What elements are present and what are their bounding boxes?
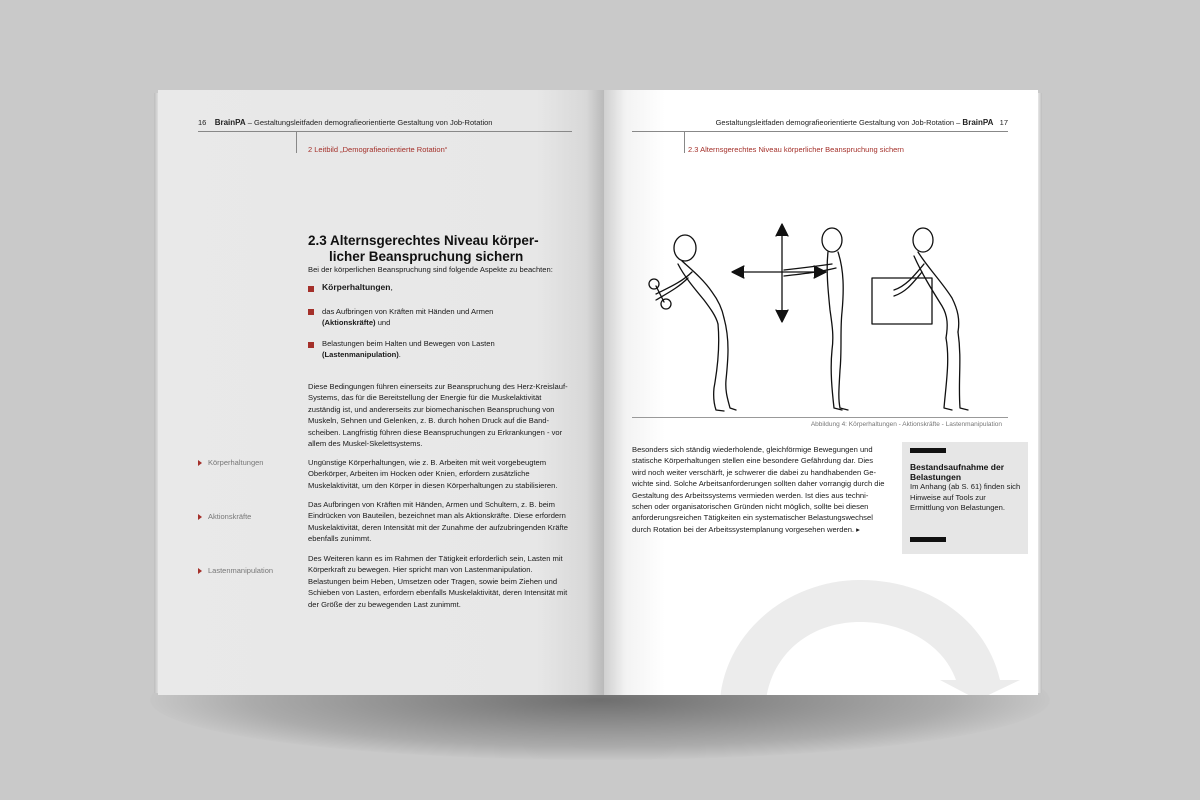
paragraph-koerperhaltungen: Ungünstige Körperhaltungen, wie z. B. Arbeiten mit weit vorgebeugtem Oberkörper, Arbeiten im Hocken oder Knien, erfordern zusätzliche Muskelaktivität, um den Körper in diesen Körperhaltungen zu stabilisieren.	[308, 458, 558, 490]
info-box-text: Im Anhang (ab S. 61) finden sich Hinweise auf Tools zur Ermittlung von Belastungen.	[910, 482, 1021, 512]
right-brand: BrainPA	[962, 118, 994, 127]
left-page	[158, 90, 604, 695]
figure-lifting-box	[872, 228, 968, 410]
right-header-rule	[632, 131, 1008, 132]
info-box-top-bar	[910, 448, 946, 453]
side-label-text: Körperhaltungen	[208, 458, 264, 467]
right-header	[716, 118, 1008, 127]
left-page-number: 16	[198, 118, 207, 127]
bullet-2-bold: (Aktionskräfte)	[322, 318, 376, 328]
paragraph-lastenmanipulation: Des Weiteren kann es im Rahmen der Tätigkeit erforderlich sein, Lasten mit Körperkraft zu bewegen. Hier spricht man von Lastenmanipulation. Belastungen beim Heben, Umsetzen oder Tragen, sowie beim Ziehen und Schieben von Lasten, erfordern ebenfalls Muskelaktivität, deren Intensität mit der Größe der zu bewegenden Last zunimmt.	[308, 554, 568, 609]
paragraph-aktionskraefte: Das Aufbringen von Kräften mit Händen, Armen und Schultern, z. B. beim Eindrücken von Bauteilen, bezeichnet man als Aktionskräfte. Diese erfordern Muskelaktivität, deren Intensität mit der Zunahme der aufzubringenden Kräfte ebenfalls zunimmt.	[308, 500, 569, 544]
section-heading	[308, 233, 539, 265]
bullet-3	[322, 338, 572, 361]
heading-line-1: 2.3 Alternsgerechtes Niveau körper-	[308, 233, 539, 248]
bullet-2-after: und	[375, 318, 391, 328]
side-label-text: Lastenmanipulation	[208, 566, 274, 575]
side-arrow-icon	[198, 460, 202, 466]
side-label-text: Aktionskräfte	[208, 512, 252, 521]
rotation-arrow-icon	[700, 570, 1038, 695]
left-header	[198, 118, 492, 127]
left-header-rule	[198, 131, 572, 132]
side-arrow-icon	[198, 568, 202, 574]
right-header-tick	[684, 131, 685, 153]
right-page	[604, 90, 1038, 695]
info-box-title: Bestandsaufnahme der Belastungen	[910, 462, 1004, 482]
right-section-ref: 2.3 Alternsgerechtes Niveau körperlicher Beanspruchung sichern	[688, 145, 904, 154]
bullet-square	[308, 286, 314, 292]
figure-caption: Abbildung 4: Körperhaltungen - Aktionskräfte - Lastenmanipulation	[810, 421, 1002, 428]
bullet-square	[308, 309, 314, 315]
figure-bending-wrench	[649, 235, 736, 411]
left-section-ref: 2 Leitbild „Demografieorientierte Rotation“	[308, 145, 448, 154]
left-header-tick	[296, 131, 297, 153]
figure-standing-arms	[732, 224, 848, 410]
right-page-number: 17	[999, 118, 1008, 127]
figure-rule	[632, 417, 1008, 418]
side-arrow-icon	[198, 514, 202, 520]
heading-line-2: licher Beanspruchung sichern	[329, 249, 524, 264]
bullet-square	[308, 342, 314, 348]
bullet-1-bold: Körperhaltungen	[322, 282, 391, 292]
bullet-1-after: ,	[390, 282, 393, 292]
bullet-3-text: Belastungen beim Halten und Bewegen von Lasten	[322, 339, 495, 348]
left-brand: BrainPA	[214, 118, 246, 127]
bullet-2-text: das Aufbringen von Kräften mit Händen und Armen	[322, 307, 494, 316]
right-header-title: Gestaltungsleitfaden demografieorientierte Gestaltung von Job-Rotation –	[715, 118, 963, 127]
side-label-lastenmanipulation	[198, 566, 273, 575]
right-body: Besonders sich ständig wiederholende, gleichförmige Bewegungen und statische Körperhaltungen stellen eine besondere Gefährdung dar. Dies wird noch weiter verschärft, je schwerer die dabei zu handhabenden Ge-wichte sind. Solche Arbeitsanforderungen sollten daher vorrangig durch die Gestaltung des Arbeitssystems vermieden werden. Ist dies aus techni-schen oder organisatorischen Gründen nicht möglich, sollte bei diesen anforderungsreichen Tätigkeiten ein systematischer Belastungswechsel durch Rotation bei der Arbeitssystemplanung vorgesehen werden.	[632, 445, 885, 534]
bullet-2	[322, 306, 572, 329]
bullet-3-bold: (Lastenmanipulation)	[322, 350, 399, 360]
intro-text: Bei der körperlichen Beanspruchung sind folgende Aspekte zu beachten:	[308, 265, 553, 274]
side-label-aktionskraefte	[198, 512, 251, 521]
info-box-bottom-bar	[910, 537, 946, 542]
side-label-koerperhaltungen	[198, 458, 263, 467]
continue-arrow-icon: ▸	[856, 524, 860, 534]
bullet-3-after: .	[398, 350, 401, 360]
posture-figure	[632, 220, 1008, 420]
right-body-text	[632, 444, 888, 535]
paragraph-1: Diese Bedingungen führen einerseits zur Beanspruchung des Herz-Kreislauf-Systems, das für die Bereitstellung der Energie für die Muskelaktivität zuständig ist, und andererseits zur biomechanischen Beanspruchung von Muskeln, Sehnen und Gelenken, z. B. durch hohen Druck auf die Band-scheiben. Langfristig führen diese Beanspruchungen zu Erkrankungen - vor allem des Muskel-Skelettsystems.	[308, 382, 568, 449]
left-header-title: – Gestaltungsleitfaden demografieorientierte Gestaltung von Job-Rotation	[245, 118, 493, 127]
bullet-1	[322, 282, 572, 293]
